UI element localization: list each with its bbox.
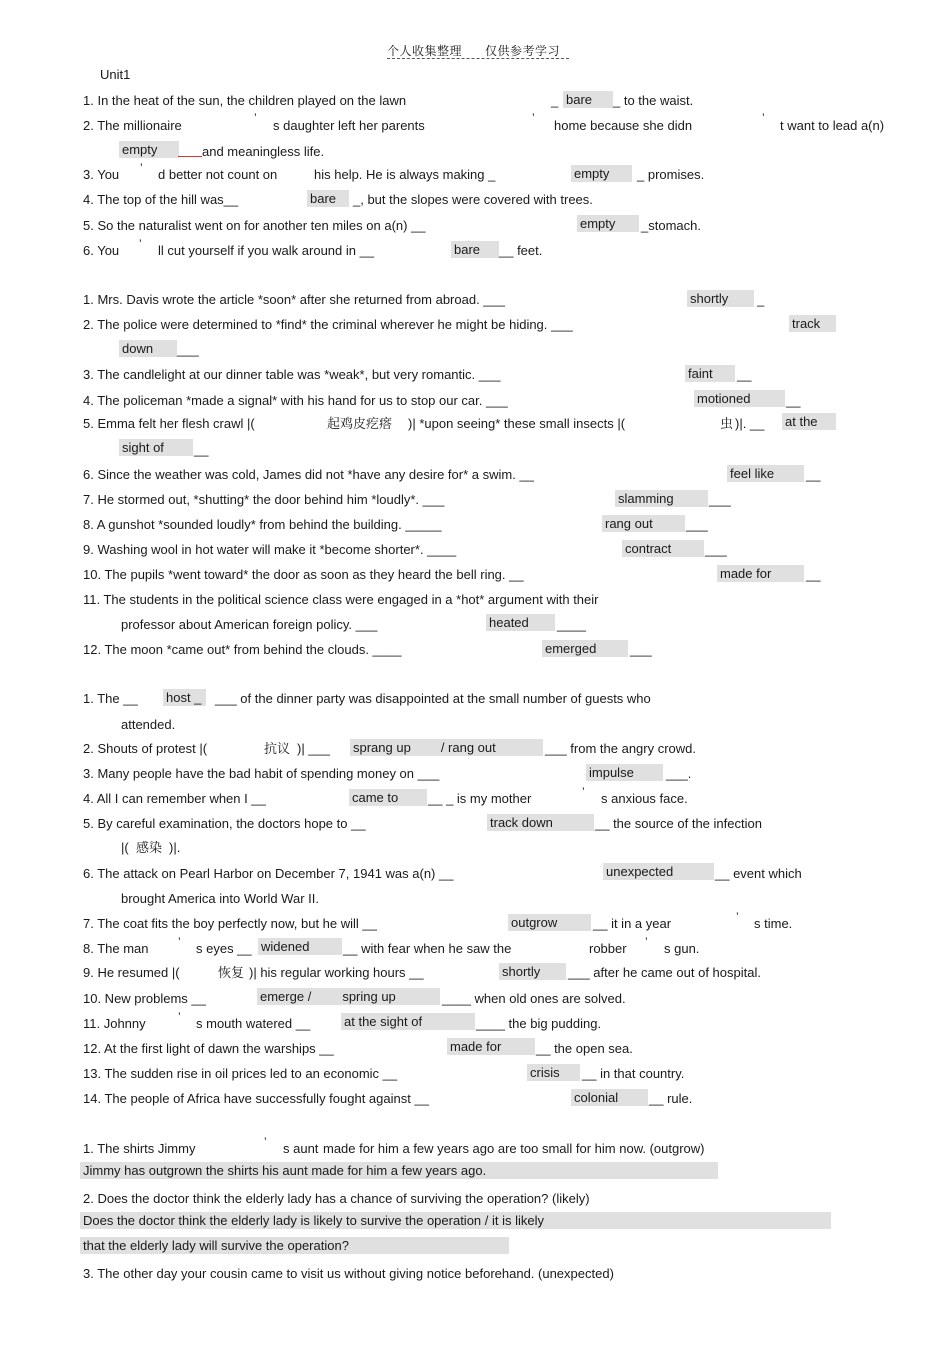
s4-q2-answer-line1: Does the doctor think the elderly lady is likely to survive the operation / it is likely [80,1212,831,1229]
s3-q6-answer: unexpected [603,863,714,880]
apostrophe: ’ [139,237,142,251]
s2-q2-answer-b: down [119,340,177,357]
s2-q4-tail: __ [786,393,801,408]
s3-q13-text: 13. The sudden rise in oil prices led to an economic __ [83,1066,398,1081]
s2-q11-answer: heated [486,614,555,631]
s2-q6-answer: feel like [727,465,804,482]
s3-q1-line2: attended. [121,717,176,732]
s2-q5-text: 5. Emma felt her flesh crawl |( [83,416,255,431]
s3-q9-tail: ___ after he came out of hospital. [568,965,761,980]
s3-q5-part2: __ the source of the infection [595,816,762,831]
s2-q12-answer: emerged [542,640,628,657]
s3-q10-tail: ____ when old ones are solved. [442,991,626,1006]
s3-q5-answer: track down [487,814,594,831]
s1-q4-answer: bare [307,190,349,207]
s4-q1-answer: Jimmy has outgrown the shirts his aunt made for him a few years ago. [80,1162,718,1179]
apostrophe: ’ [762,111,765,125]
apostrophe: ’ [532,111,535,125]
apostrophe: ’ [582,785,585,799]
s3-q8-text: 8. The man [83,941,149,956]
s1-q3-answer: empty [571,165,632,182]
s2-q9-text: 9. Washing wool in hot water will make it *become shorter*. ____ [83,542,457,557]
apostrophe: ’ [736,910,739,924]
s3-q10-answer-a: emerge / [260,989,312,1004]
s3-q3-answer: impulse [586,764,663,781]
s1-q4-tail: _, but the slopes were covered with trees. [353,192,593,207]
s3-q13-tail: __ in that country. [582,1066,685,1081]
s3-q9-part2: )| his regular working hours __ [249,965,424,980]
s2-q5-answer-a: at the [782,413,836,430]
s3-q2-tail: ___ from the angry crowd. [545,741,697,756]
s3-q11-tail: ____ the big pudding. [476,1016,602,1031]
s1-q1-text: 1. In the heat of the sun, the children played on the lawn [83,93,407,108]
s2-q5-part2: )| *upon seeing* these small insects |( [408,416,626,431]
apostrophe: ’ [178,935,181,949]
s2-q6-text: 6. Since the weather was cold, James did not *have any desire for* a swim. __ [83,467,534,482]
s3-q4-part2: __ _ is my mother [428,791,532,806]
s3-q8-answer: widened [258,938,342,955]
s1-q2-part3: home because she didn [554,118,693,133]
s4-q2-answer-line2: that the elderly lady will survive the operation? [80,1237,509,1254]
s3-q12-answer: made for [447,1038,535,1055]
s3-q9-text: 9. He resumed |( [83,965,180,980]
s3-q1-part2: ___ of the dinner party was disappointed at the small number of guests who [215,691,651,706]
s3-q9-chinese: 恢复 [218,965,245,980]
s2-q7-answer: slamming [615,490,708,507]
s3-q7-text: 7. The coat fits the boy perfectly now, but he will __ [83,916,377,931]
s2-q2-tail: ___ [177,342,199,357]
s3-q10-answer-b: spring up [342,989,396,1004]
s2-q1-answer: shortly [687,290,754,307]
s4-q1-text: 1. The shirts Jimmy [83,1141,196,1156]
s3-q5-chinese: 感染 [136,840,163,855]
s2-q5-chinese-1: 起鸡皮疙瘩 [327,416,393,431]
s4-q3-text: 3. The other day your cousin came to visit us without giving notice beforehand. (unexpected) [83,1266,614,1281]
s3-q11-part2: s mouth watered __ [196,1016,311,1031]
s3-q14-text: 14. The people of Africa have successfully fought against __ [83,1091,429,1106]
s3-q13-answer: crisis [527,1064,580,1081]
s3-q1-answer: host _ [163,689,206,706]
apostrophe: ’ [178,1010,181,1024]
s2-q3-answer: faint [685,365,735,382]
s2-q3-tail: __ [737,367,752,382]
s3-q5-line2-open: |( [121,840,129,855]
s3-q7-part2: __ it in a year [593,916,672,931]
s3-q6-line2: brought America into World War II. [121,891,319,906]
s3-q2-answer-a: sprang up [353,740,411,755]
s3-q3-tail: ___. [666,766,692,781]
s3-q11-answer: at the sight of [341,1013,475,1030]
s3-q2-chinese: 抗议 [264,741,291,756]
s4-q1-part3: made for him a few years ago are too small for him now. (outgrow) [323,1141,705,1156]
header-title: 个人收集整理 [387,44,463,58]
s2-q3-text: 3. The candlelight at our dinner table was *weak*, but very romantic. ___ [83,367,501,382]
s1-q6-part2: ll cut yourself if you walk around in __ [158,243,375,258]
s1-q2-red-underline [178,156,202,157]
s3-q5-line2-close: )|. [169,840,181,855]
header-divider [387,58,569,59]
s2-q9-answer: contract [622,540,704,557]
apostrophe: ’ [140,161,143,175]
s2-q1-tail: _ [757,292,765,307]
s3-q2-text: 2. Shouts of protest |( [83,741,208,756]
s2-q8-answer: rang out [602,515,685,532]
s2-q11-line2: professor about American foreign policy. ___ [121,617,378,632]
s3-q5-text: 5. By careful examination, the doctors hope to __ [83,816,366,831]
apostrophe: ’ [645,935,648,949]
s2-q7-text: 7. He stormed out, *shutting* the door behind him *loudly*. ___ [83,492,445,507]
s3-q6-text: 6. The attack on Pearl Harbor on December 7, 1941 was a(n) __ [83,866,454,881]
s2-q9-tail: ___ [705,542,727,557]
s1-q3-part3: his help. He is always making _ [314,167,496,182]
s1-q2-text: 2. The millionaire [83,118,182,133]
s2-q5-tail: __ [194,442,209,457]
s3-q7-answer: outgrow [508,914,591,931]
s2-q12-tail: ___ [630,642,652,657]
s2-q4-answer: motioned [694,390,785,407]
s3-q1-text: 1. The __ [83,691,138,706]
s3-q8-part2: s eyes __ [196,941,252,956]
s2-q10-tail: __ [806,567,821,582]
s1-q1-tail: _ to the waist. [613,93,694,108]
s1-q5-tail: _stomach. [641,218,701,233]
s3-q4-tail: s anxious face. [601,791,688,806]
s1-q6-text: 6. You [83,243,120,258]
s3-q4-text: 4. All I can remember when I __ [83,791,266,806]
s3-q12-text: 12. At the first light of dawn the warships __ [83,1041,334,1056]
s2-q10-text: 10. The pupils *went toward* the door as soon as they heard the bell ring. __ [83,567,524,582]
s2-q12-text: 12. The moon *came out* from behind the clouds. ____ [83,642,402,657]
s3-q2-part2: )| ___ [297,741,331,756]
s1-q3-tail: _ promises. [637,167,705,182]
s1-q2-part2: s daughter left her parents [273,118,425,133]
s3-q10-text: 10. New problems __ [83,991,206,1006]
s3-q10-answer [257,988,440,1005]
s1-q3-part2: d better not count on [158,167,278,182]
s3-q4-answer: came to [349,789,427,806]
s4-q1-part2: s aunt [283,1141,319,1156]
s2-q11-text: 11. The students in the political science class were engaged in a *hot* argument with their [83,592,599,607]
header-note: 仅供参考学习 [485,44,561,58]
s2-q7-tail: ___ [709,492,731,507]
s2-q2-answer-a: track [789,315,836,332]
s2-q4-text: 4. The policeman *made a signal* with his hand for us to stop our car. ___ [83,393,508,408]
s2-q2-text: 2. The police were determined to *find* the criminal wherever he might be hiding. ___ [83,317,573,332]
s1-q1-blank: _ [551,93,559,108]
apostrophe: ’ [254,111,257,125]
s2-q8-text: 8. A gunshot *sounded loudly* from behind the building. _____ [83,517,442,532]
s3-q9-answer: shortly [499,963,566,980]
s4-q2-text: 2. Does the doctor think the elderly lady has a chance of surviving the operation? (likely) [83,1191,590,1206]
s2-q6-tail: __ [806,467,821,482]
s3-q11-text: 11. Johnny [83,1016,146,1031]
s2-q5-chinese-2: 虫 [720,416,734,431]
s1-q5-answer: empty [577,215,639,232]
s2-q8-tail: ___ [686,517,708,532]
s1-q6-answer: bare [451,241,499,258]
unit-title: Unit1 [100,67,131,82]
s1-q2-part4: t want to lead a(n) [780,118,885,133]
s3-q7-tail: s time. [754,916,793,931]
s1-q5-text: 5. So the naturalist went on for another ten miles on a(n) __ [83,218,426,233]
s3-q8-tail: s gun. [664,941,700,956]
s2-q5-part3: )|. __ [735,416,765,431]
s3-q3-text: 3. Many people have the bad habit of spending money on ___ [83,766,440,781]
apostrophe: ’ [264,1135,267,1149]
s1-q2-answer: empty [119,141,179,158]
s3-q14-answer: colonial [571,1089,648,1106]
s2-q10-answer: made for [717,565,804,582]
s3-q8-part4: robber [589,941,627,956]
s1-q1-answer: bare [563,91,613,108]
s1-q2-tail: and meaningless life. [202,144,325,159]
s3-q6-part2: __ event which [715,866,802,881]
s3-q8-part3: __ with fear when he saw the [343,941,512,956]
s3-q2-answer-b: / rang out [440,740,496,755]
s2-q1-text: 1. Mrs. Davis wrote the article *soon* after she returned from abroad. ___ [83,292,505,307]
s3-q2-answer [350,739,543,756]
s1-q4-text: 4. The top of the hill was__ [83,192,239,207]
s2-q11-tail: ____ [557,617,586,632]
s1-q6-tail: __ feet. [499,243,543,258]
s3-q12-tail: __ the open sea. [536,1041,633,1056]
s3-q14-tail: __ rule. [649,1091,693,1106]
s1-q3-text: 3. You [83,167,120,182]
page-header [387,42,560,59]
s2-q5-answer-b: sight of [119,439,193,456]
